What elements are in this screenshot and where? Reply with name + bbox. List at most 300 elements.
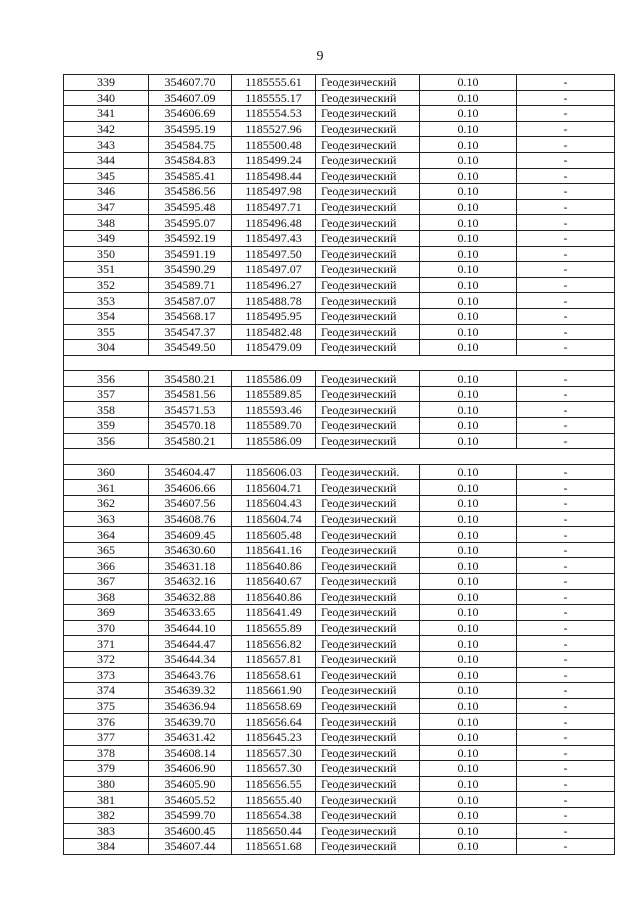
x-coordinate-cell: 354595.07 [149, 215, 232, 231]
method-cell: Геодезический [316, 293, 420, 309]
method-cell: Геодезический [316, 667, 420, 683]
accuracy-cell: 0.10 [420, 402, 517, 418]
accuracy-cell: 0.10 [420, 230, 517, 246]
table-row [64, 230, 615, 246]
point-number-cell: 379 [64, 761, 149, 777]
table-row [64, 745, 615, 761]
point-number-cell: 363 [64, 511, 149, 527]
point-number-cell: 346 [64, 184, 149, 200]
method-cell: Геодезический [316, 418, 420, 434]
table-row [64, 433, 615, 449]
x-coordinate-cell: 354607.09 [149, 90, 232, 106]
x-coordinate-cell: 354633.65 [149, 605, 232, 621]
point-number-cell: 381 [64, 792, 149, 808]
method-cell: Геодезический [316, 761, 420, 777]
x-coordinate-cell: 354607.70 [149, 75, 232, 91]
y-coordinate-cell: 1185586.09 [232, 433, 316, 449]
x-coordinate-cell: 354631.18 [149, 558, 232, 574]
point-number-cell: 366 [64, 558, 149, 574]
table-row [64, 589, 615, 605]
x-coordinate-cell: 354599.70 [149, 807, 232, 823]
y-coordinate-cell: 1185656.82 [232, 636, 316, 652]
table-row [64, 324, 615, 340]
method-cell: Геодезический. [316, 464, 420, 480]
x-coordinate-cell: 354581.56 [149, 386, 232, 402]
x-coordinate-cell: 354604.47 [149, 464, 232, 480]
table-row [64, 683, 615, 699]
y-coordinate-cell: 1185497.07 [232, 262, 316, 278]
x-coordinate-cell: 354591.19 [149, 246, 232, 262]
accuracy-cell: 0.10 [420, 839, 517, 855]
separator-row [64, 355, 615, 371]
table-row [64, 807, 615, 823]
point-number-cell: 344 [64, 152, 149, 168]
y-coordinate-cell: 1185479.09 [232, 340, 316, 356]
description-cell: - [517, 246, 615, 262]
x-coordinate-cell: 354632.16 [149, 574, 232, 590]
point-number-cell: 352 [64, 277, 149, 293]
table-row [64, 605, 615, 621]
x-coordinate-cell: 354580.21 [149, 433, 232, 449]
table-row [64, 215, 615, 231]
x-coordinate-cell: 354585.41 [149, 168, 232, 184]
x-coordinate-cell: 354606.66 [149, 480, 232, 496]
accuracy-cell: 0.10 [420, 636, 517, 652]
y-coordinate-cell: 1185657.81 [232, 651, 316, 667]
y-coordinate-cell: 1185555.17 [232, 90, 316, 106]
separator-cell [64, 355, 615, 371]
accuracy-cell: 0.10 [420, 698, 517, 714]
method-cell: Геодезический [316, 698, 420, 714]
accuracy-cell: 0.10 [420, 152, 517, 168]
table-row [64, 651, 615, 667]
y-coordinate-cell: 1185658.69 [232, 698, 316, 714]
x-coordinate-cell: 354589.71 [149, 277, 232, 293]
method-cell: Геодезический [316, 106, 420, 122]
x-coordinate-cell: 354639.32 [149, 683, 232, 699]
table-row [64, 75, 615, 91]
x-coordinate-cell: 354644.47 [149, 636, 232, 652]
table-row [64, 636, 615, 652]
y-coordinate-cell: 1185654.38 [232, 807, 316, 823]
description-cell: - [517, 807, 615, 823]
accuracy-cell: 0.10 [420, 542, 517, 558]
y-coordinate-cell: 1185496.27 [232, 277, 316, 293]
point-number-cell: 370 [64, 620, 149, 636]
accuracy-cell: 0.10 [420, 277, 517, 293]
table-row [64, 511, 615, 527]
point-number-cell: 383 [64, 823, 149, 839]
description-cell: - [517, 106, 615, 122]
accuracy-cell: 0.10 [420, 683, 517, 699]
method-cell: Геодезический [316, 776, 420, 792]
separator-cell [64, 449, 615, 465]
table-row [64, 246, 615, 262]
y-coordinate-cell: 1185640.67 [232, 574, 316, 590]
y-coordinate-cell: 1185605.48 [232, 527, 316, 543]
y-coordinate-cell: 1185641.49 [232, 605, 316, 621]
description-cell: - [517, 293, 615, 309]
description-cell: - [517, 90, 615, 106]
description-cell: - [517, 168, 615, 184]
method-cell: Геодезический [316, 620, 420, 636]
accuracy-cell: 0.10 [420, 667, 517, 683]
table-row [64, 698, 615, 714]
table-row [64, 464, 615, 480]
description-cell: - [517, 683, 615, 699]
accuracy-cell: 0.10 [420, 761, 517, 777]
accuracy-cell: 0.10 [420, 215, 517, 231]
x-coordinate-cell: 354568.17 [149, 308, 232, 324]
description-cell: - [517, 496, 615, 512]
x-coordinate-cell: 354595.19 [149, 121, 232, 137]
y-coordinate-cell: 1185554.53 [232, 106, 316, 122]
accuracy-cell: 0.10 [420, 792, 517, 808]
y-coordinate-cell: 1185495.95 [232, 308, 316, 324]
method-cell: Геодезический [316, 75, 420, 91]
table-row [64, 496, 615, 512]
description-cell: - [517, 542, 615, 558]
point-number-cell: 378 [64, 745, 149, 761]
table-row [64, 121, 615, 137]
accuracy-cell: 0.10 [420, 371, 517, 387]
method-cell: Геодезический [316, 496, 420, 512]
description-cell: - [517, 480, 615, 496]
y-coordinate-cell: 1185527.96 [232, 121, 316, 137]
method-cell: Геодезический [316, 651, 420, 667]
description-cell: - [517, 340, 615, 356]
point-number-cell: 362 [64, 496, 149, 512]
x-coordinate-cell: 354606.69 [149, 106, 232, 122]
point-number-cell: 347 [64, 199, 149, 215]
point-number-cell: 304 [64, 340, 149, 356]
x-coordinate-cell: 354590.29 [149, 262, 232, 278]
accuracy-cell: 0.10 [420, 745, 517, 761]
description-cell: - [517, 121, 615, 137]
accuracy-cell: 0.10 [420, 308, 517, 324]
point-number-cell: 364 [64, 527, 149, 543]
x-coordinate-cell: 354608.76 [149, 511, 232, 527]
x-coordinate-cell: 354595.48 [149, 199, 232, 215]
method-cell: Геодезический [316, 371, 420, 387]
point-number-cell: 376 [64, 714, 149, 730]
description-cell: - [517, 137, 615, 153]
method-cell: Геодезический [316, 262, 420, 278]
description-cell: - [517, 277, 615, 293]
table-row [64, 106, 615, 122]
y-coordinate-cell: 1185497.43 [232, 230, 316, 246]
point-number-cell: 359 [64, 418, 149, 434]
accuracy-cell: 0.10 [420, 729, 517, 745]
description-cell: - [517, 262, 615, 278]
x-coordinate-cell: 354609.45 [149, 527, 232, 543]
description-cell: - [517, 589, 615, 605]
accuracy-cell: 0.10 [420, 168, 517, 184]
description-cell: - [517, 464, 615, 480]
description-cell: - [517, 745, 615, 761]
table-row [64, 184, 615, 200]
description-cell: - [517, 761, 615, 777]
method-cell: Геодезический [316, 184, 420, 200]
point-number-cell: 339 [64, 75, 149, 91]
accuracy-cell: 0.10 [420, 324, 517, 340]
x-coordinate-cell: 354584.75 [149, 137, 232, 153]
method-cell: Геодезический [316, 90, 420, 106]
table-row [64, 729, 615, 745]
accuracy-cell: 0.10 [420, 386, 517, 402]
x-coordinate-cell: 354549.50 [149, 340, 232, 356]
x-coordinate-cell: 354606.90 [149, 761, 232, 777]
table-row [64, 199, 615, 215]
description-cell: - [517, 667, 615, 683]
y-coordinate-cell: 1185656.55 [232, 776, 316, 792]
table-row [64, 480, 615, 496]
description-cell: - [517, 230, 615, 246]
description-cell: - [517, 511, 615, 527]
table-row [64, 152, 615, 168]
method-cell: Геодезический [316, 636, 420, 652]
y-coordinate-cell: 1185593.46 [232, 402, 316, 418]
x-coordinate-cell: 354643.76 [149, 667, 232, 683]
accuracy-cell: 0.10 [420, 293, 517, 309]
point-number-cell: 377 [64, 729, 149, 745]
description-cell: - [517, 651, 615, 667]
x-coordinate-cell: 354644.34 [149, 651, 232, 667]
method-cell: Геодезический [316, 542, 420, 558]
x-coordinate-cell: 354608.14 [149, 745, 232, 761]
table-row [64, 308, 615, 324]
coordinates-table-body [64, 75, 615, 855]
x-coordinate-cell: 354630.60 [149, 542, 232, 558]
point-number-cell: 382 [64, 807, 149, 823]
separator-row [64, 449, 615, 465]
table-row [64, 620, 615, 636]
description-cell: - [517, 215, 615, 231]
description-cell: - [517, 636, 615, 652]
table-row [64, 823, 615, 839]
y-coordinate-cell: 1185657.30 [232, 761, 316, 777]
table-row [64, 714, 615, 730]
y-coordinate-cell: 1185497.71 [232, 199, 316, 215]
method-cell: Геодезический [316, 137, 420, 153]
table-row [64, 277, 615, 293]
point-number-cell: 340 [64, 90, 149, 106]
description-cell: - [517, 729, 615, 745]
accuracy-cell: 0.10 [420, 199, 517, 215]
accuracy-cell: 0.10 [420, 90, 517, 106]
table-row [64, 90, 615, 106]
method-cell: Геодезический [316, 152, 420, 168]
accuracy-cell: 0.10 [420, 137, 517, 153]
method-cell: Геодезический [316, 839, 420, 855]
x-coordinate-cell: 354584.83 [149, 152, 232, 168]
y-coordinate-cell: 1185661.90 [232, 683, 316, 699]
description-cell: - [517, 714, 615, 730]
method-cell: Геодезический [316, 340, 420, 356]
y-coordinate-cell: 1185497.50 [232, 246, 316, 262]
y-coordinate-cell: 1185555.61 [232, 75, 316, 91]
table-row [64, 262, 615, 278]
x-coordinate-cell: 354631.42 [149, 729, 232, 745]
x-coordinate-cell: 354605.90 [149, 776, 232, 792]
accuracy-cell: 0.10 [420, 496, 517, 512]
point-number-cell: 349 [64, 230, 149, 246]
method-cell: Геодезический [316, 324, 420, 340]
description-cell: - [517, 433, 615, 449]
table-row [64, 761, 615, 777]
description-cell: - [517, 386, 615, 402]
description-cell: - [517, 324, 615, 340]
y-coordinate-cell: 1185657.30 [232, 745, 316, 761]
x-coordinate-cell: 354644.10 [149, 620, 232, 636]
point-number-cell: 354 [64, 308, 149, 324]
description-cell: - [517, 574, 615, 590]
accuracy-cell: 0.10 [420, 620, 517, 636]
method-cell: Геодезический [316, 480, 420, 496]
accuracy-cell: 0.10 [420, 75, 517, 91]
x-coordinate-cell: 354570.18 [149, 418, 232, 434]
accuracy-cell: 0.10 [420, 776, 517, 792]
y-coordinate-cell: 1185641.16 [232, 542, 316, 558]
description-cell: - [517, 418, 615, 434]
method-cell: Геодезический [316, 558, 420, 574]
point-number-cell: 372 [64, 651, 149, 667]
accuracy-cell: 0.10 [420, 558, 517, 574]
y-coordinate-cell: 1185586.09 [232, 371, 316, 387]
x-coordinate-cell: 354547.37 [149, 324, 232, 340]
method-cell: Геодезический [316, 745, 420, 761]
x-coordinate-cell: 354636.94 [149, 698, 232, 714]
table-row [64, 402, 615, 418]
table-row [64, 574, 615, 590]
description-cell: - [517, 402, 615, 418]
point-number-cell: 375 [64, 698, 149, 714]
y-coordinate-cell: 1185651.68 [232, 839, 316, 855]
x-coordinate-cell: 354580.21 [149, 371, 232, 387]
method-cell: Геодезический [316, 527, 420, 543]
accuracy-cell: 0.10 [420, 651, 517, 667]
x-coordinate-cell: 354607.44 [149, 839, 232, 855]
point-number-cell: 360 [64, 464, 149, 480]
point-number-cell: 373 [64, 667, 149, 683]
accuracy-cell: 0.10 [420, 246, 517, 262]
y-coordinate-cell: 1185496.48 [232, 215, 316, 231]
description-cell: - [517, 839, 615, 855]
point-number-cell: 348 [64, 215, 149, 231]
description-cell: - [517, 152, 615, 168]
description-cell: - [517, 184, 615, 200]
point-number-cell: 380 [64, 776, 149, 792]
x-coordinate-cell: 354605.52 [149, 792, 232, 808]
table-row [64, 293, 615, 309]
method-cell: Геодезический [316, 714, 420, 730]
method-cell: Геодезический [316, 246, 420, 262]
point-number-cell: 341 [64, 106, 149, 122]
description-cell: - [517, 371, 615, 387]
description-cell: - [517, 558, 615, 574]
y-coordinate-cell: 1185655.40 [232, 792, 316, 808]
accuracy-cell: 0.10 [420, 184, 517, 200]
table-row [64, 792, 615, 808]
x-coordinate-cell: 354607.56 [149, 496, 232, 512]
description-cell: - [517, 792, 615, 808]
x-coordinate-cell: 354571.53 [149, 402, 232, 418]
description-cell: - [517, 605, 615, 621]
table-row [64, 527, 615, 543]
method-cell: Геодезический [316, 308, 420, 324]
table-row [64, 776, 615, 792]
description-cell: - [517, 698, 615, 714]
x-coordinate-cell: 354639.70 [149, 714, 232, 730]
description-cell: - [517, 308, 615, 324]
table-row [64, 418, 615, 434]
table-row [64, 168, 615, 184]
accuracy-cell: 0.10 [420, 807, 517, 823]
method-cell: Геодезический [316, 386, 420, 402]
x-coordinate-cell: 354587.07 [149, 293, 232, 309]
accuracy-cell: 0.10 [420, 589, 517, 605]
method-cell: Геодезический [316, 511, 420, 527]
description-cell: - [517, 620, 615, 636]
y-coordinate-cell: 1185488.78 [232, 293, 316, 309]
accuracy-cell: 0.10 [420, 106, 517, 122]
method-cell: Геодезический [316, 402, 420, 418]
point-number-cell: 350 [64, 246, 149, 262]
point-number-cell: 353 [64, 293, 149, 309]
y-coordinate-cell: 1185606.03 [232, 464, 316, 480]
point-number-cell: 358 [64, 402, 149, 418]
y-coordinate-cell: 1185500.48 [232, 137, 316, 153]
description-cell: - [517, 776, 615, 792]
page-number: 9 [316, 49, 324, 64]
y-coordinate-cell: 1185604.71 [232, 480, 316, 496]
point-number-cell: 356 [64, 433, 149, 449]
method-cell: Геодезический [316, 823, 420, 839]
point-number-cell: 355 [64, 324, 149, 340]
method-cell: Геодезический [316, 199, 420, 215]
method-cell: Геодезический [316, 807, 420, 823]
point-number-cell: 368 [64, 589, 149, 605]
point-number-cell: 342 [64, 121, 149, 137]
accuracy-cell: 0.10 [420, 605, 517, 621]
table-row [64, 542, 615, 558]
method-cell: Геодезический [316, 121, 420, 137]
y-coordinate-cell: 1185604.43 [232, 496, 316, 512]
x-coordinate-cell: 354632.88 [149, 589, 232, 605]
point-number-cell: 374 [64, 683, 149, 699]
point-number-cell: 384 [64, 839, 149, 855]
accuracy-cell: 0.10 [420, 574, 517, 590]
accuracy-cell: 0.10 [420, 527, 517, 543]
y-coordinate-cell: 1185497.98 [232, 184, 316, 200]
method-cell: Геодезический [316, 792, 420, 808]
accuracy-cell: 0.10 [420, 262, 517, 278]
y-coordinate-cell: 1185604.74 [232, 511, 316, 527]
table-row [64, 558, 615, 574]
method-cell: Геодезический [316, 215, 420, 231]
y-coordinate-cell: 1185656.64 [232, 714, 316, 730]
method-cell: Геодезический [316, 433, 420, 449]
table-row [64, 137, 615, 153]
point-number-cell: 365 [64, 542, 149, 558]
accuracy-cell: 0.10 [420, 418, 517, 434]
description-cell: - [517, 199, 615, 215]
y-coordinate-cell: 1185589.85 [232, 386, 316, 402]
table-row [64, 839, 615, 855]
y-coordinate-cell: 1185589.70 [232, 418, 316, 434]
accuracy-cell: 0.10 [420, 340, 517, 356]
description-cell: - [517, 75, 615, 91]
